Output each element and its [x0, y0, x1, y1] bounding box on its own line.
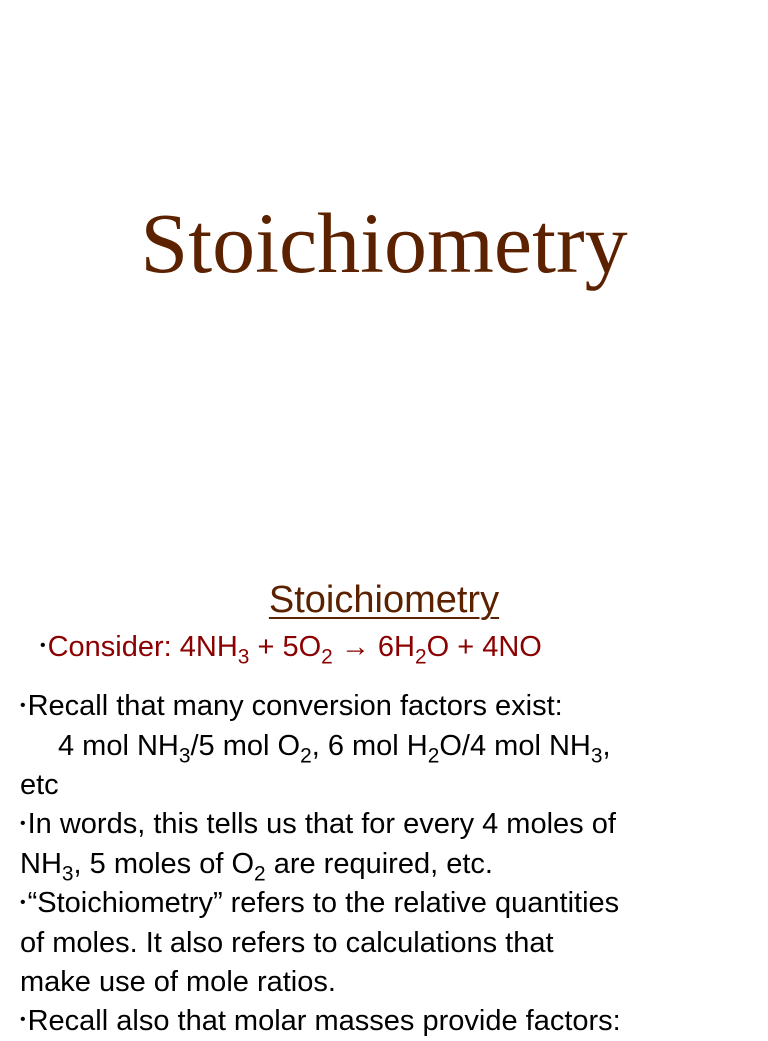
list-item-recall: •Recall that many conversion factors exist: 4 mol $NH_3/5$ mol $O_2$, 6 mol $H_2O/4$ mol $NH_3$, etc [20, 687, 760, 805]
page-title: Stoichiometry [140, 195, 628, 291]
slide-heading: Stoichiometry [268, 579, 500, 621]
bullet-list [20, 687, 760, 1041]
bullet-icon: • [20, 696, 26, 714]
consider-equation: •Consider: $4NH_3 + 5O_2 \to 6H_2O + 4NO$ [40, 631, 542, 669]
list-item-words: •In words, this tells us that for every 4 moles of $NH_3$, 5 moles of $O_2$ are required, etc. [20, 805, 760, 884]
content-slide [0, 545, 768, 1037]
bullet-icon: • [20, 814, 26, 832]
list-item-stoichiometry: •“Stoichiometry” refers to the relative quantities of moles. It also refers to calculations that make use of mole ratios. [20, 884, 760, 1002]
bullet-icon: • [20, 893, 26, 911]
list-item-recall-also: •Recall also that molar masses provide factors: [20, 1002, 760, 1041]
bullet-icon: • [20, 1011, 26, 1029]
conversion-factors: 4 mol $NH_3/5$ mol $O_2$, 6 mol $H_2O/4$ mol $NH_3$, [58, 729, 611, 768]
bullet-icon: • [40, 637, 46, 655]
